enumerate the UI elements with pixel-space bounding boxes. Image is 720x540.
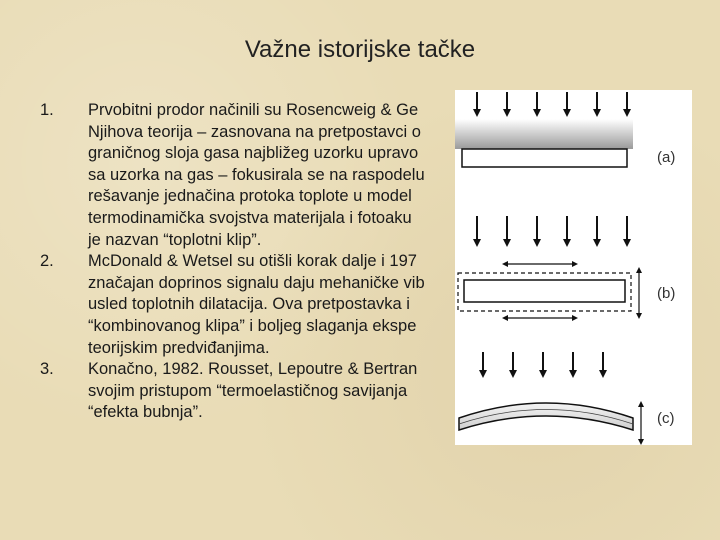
diagram-a-arrows (477, 92, 627, 113)
label-a: (a) (657, 149, 676, 166)
list-item-1 (40, 100, 460, 251)
label-c: (c) (657, 410, 675, 427)
piston-models-figure (455, 90, 692, 445)
list-number: 2. (40, 252, 54, 271)
list-text-line: Konačno, 1982. Rousset, Lepoutre & Bertran (88, 360, 418, 379)
list-number: 1. (40, 101, 54, 119)
list-text-line: graničnog sloja gasa najbližeg uzorku upravo (88, 144, 419, 163)
list-text-line: “efekta bubnja”. (88, 403, 203, 422)
list-text-line: svojim pristupom “termoelastičnog savijanja (88, 381, 408, 400)
gas-boundary-layer (455, 119, 633, 149)
diagram-b-arrows (477, 216, 627, 243)
list-number: 3. (40, 360, 54, 379)
list-item-2 (40, 251, 460, 359)
numbered-list (40, 100, 460, 480)
list-text-line: rešavanje jednačina protoka toplote u model (88, 187, 412, 206)
sample-plate-a (462, 149, 627, 167)
diagram-c-arrows (483, 352, 603, 374)
list-text-line: značajan doprinos signalu daju mehaničke vib (88, 273, 425, 292)
list-text-line: je nazvan “toplotni klip”. (88, 230, 262, 249)
list-text-line: usled toplotnih dilatacija. Ova pretpostavka i (88, 295, 410, 314)
slide-title: Važne istorijske tačke (244, 36, 476, 63)
list-text-line: Njihova teorija – zasnovana na pretpostavci o (88, 122, 421, 141)
list-text-line: teorijskim predviđanjima. (88, 338, 270, 357)
label-b: (b) (657, 285, 676, 302)
list-text-line: “kombinovanog klipa” i boljeg slaganja ekspe (88, 316, 417, 335)
list-text-line: Prvobitni prodor načinili su Rosencweig & Ge (88, 101, 419, 119)
list-text-line: McDonald & Wetsel su otišli korak dalje i 197 (88, 252, 417, 271)
list-item-3 (40, 359, 460, 424)
list-text-line: sa uzorka na gas – fokusirala se na raspodelu (88, 165, 425, 184)
sample-plate-b (464, 280, 625, 302)
list-text-line: termodinamička svojstva materijala i fotoaku (88, 208, 412, 227)
